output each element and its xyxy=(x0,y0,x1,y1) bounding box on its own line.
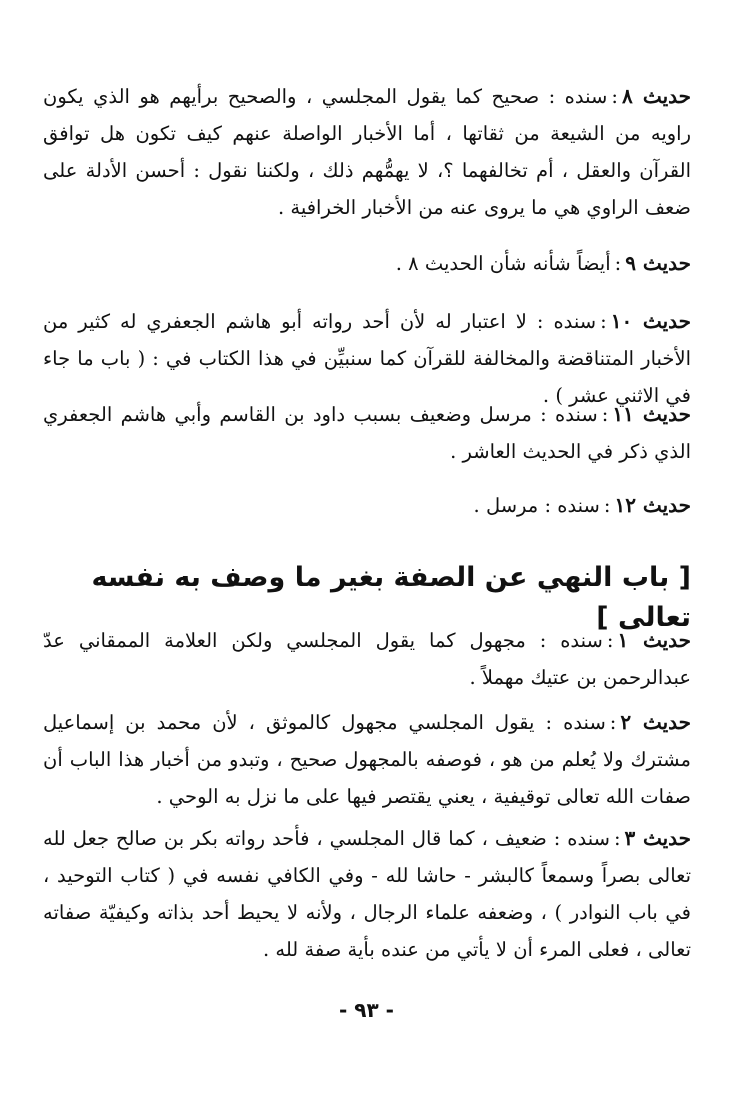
hadith-text: سنده : مجهول كما يقول المجلسي ولكن العلامة الممقاني عدّ عبدالرحمن بن عتيك مهملاً . xyxy=(43,629,691,689)
section-heading: [ باب النهي عن الصفة بغير ما وصف به نفسه تعالى ] xyxy=(91,562,691,633)
hadith-3: حديث ٣:سنده : ضعيف ، كما قال المجلسي ، فأحد رواته بكر بن صالح جعل لله تعالى بصراً وسمعاً كالبشر - حاشا لله - وفي الكافي نفسه في ( كتاب التوحيد ، في باب النوادر ) ، وضعفه علماء الرجال ، ولأنه لا يحيط أحد بذاته وكيفيّة صفاته تعالى ، فعلى المرء أن لا يأتي من عنده بأية صفة لله . xyxy=(43,826,692,961)
hadith-9: حديث ٩:أيضاً شأنه شأن الحديث ٨ . xyxy=(395,251,691,275)
hadith-2: حديث ٢:سنده : يقول المجلسي مجهول كالموثق ، لأن محمد بن إسماعيل مشترك ولا يُعلم من هو ، فوصفه بالمجهول صحيح ، وتبدو من أخبار هذا الباب أن صفات الله تعالى توقيفية ، يعني يقتصر فيها على ما نزل به الوحي . xyxy=(43,710,691,808)
hadith-text: أيضاً شأنه شأن الحديث ٨ . xyxy=(395,252,611,275)
hadith-text: سنده : لا اعتبار له لأن أحد رواته أبو هاشم الجعفري له كثير من الأخبار المتناقضة والمخالفة للقرآن كما سنبيِّن في هذا الكتاب في : ( باب ما جاء في الاثني عشر ) . xyxy=(43,310,691,407)
hadith-text: سنده : مرسل وضعيف بسبب داود بن القاسم وأبي هاشم الجعفري الذي ذكر في الحديث العاشر . xyxy=(43,403,691,463)
hadith-label: حديث ٣ xyxy=(624,826,692,850)
hadith-10: حديث ١٠:سنده : لا اعتبار له لأن أحد رواته أبو هاشم الجعفري له كثير من الأخبار المتناقضة والمخالفة للقرآن كما سنبيِّن في هذا الكتاب في : ( باب ما جاء في الاثني عشر ) . xyxy=(43,309,691,407)
hadith-label: حديث ١٢ xyxy=(614,493,691,517)
hadith-8: حديث ٨:سنده : صحيح كما يقول المجلسي ، والصحيح برأيهم هو الذي يكون راويه من الشيعة من ثقاتها ، أما الأخبار الواصلة عنهم كيف تكون هل توافق القرآن والعقل ، أم تخالفهما ؟، لا يهمُّهم ذلك ، ولكننا نقول : أحسن الأدلة على ضعف الراوي هي ما يروى عنه من الأخبار الخرافية . xyxy=(43,84,691,219)
hadith-label: حديث ٨ xyxy=(621,84,691,108)
hadith-label: حديث ١٠ xyxy=(610,309,691,333)
hadith-label: حديث ٢ xyxy=(620,710,691,734)
page-number: - ٩٣ - xyxy=(339,998,394,1022)
hadith-label: حديث ١ xyxy=(617,628,692,652)
hadith-label: حديث ٩ xyxy=(625,251,691,275)
hadith-1: حديث ١:سنده : مجهول كما يقول المجلسي ولكن العلامة الممقاني عدّ عبدالرحمن بن عتيك مهملاً . xyxy=(43,628,692,689)
hadith-label: حديث ١١ xyxy=(612,402,691,426)
hadith-12: حديث ١٢:سنده : مرسل . xyxy=(473,493,691,517)
hadith-11: حديث ١١:سنده : مرسل وضعيف بسبب داود بن القاسم وأبي هاشم الجعفري الذي ذكر في الحديث العاشر . xyxy=(43,402,691,463)
hadith-text: سنده : يقول المجلسي مجهول كالموثق ، لأن محمد بن إسماعيل مشترك ولا يُعلم من هو ، فوصفه بالمجهول صحيح ، وتبدو من أخبار هذا الباب أن صفات الله تعالى توقيفية ، يعني يقتصر فيها على ما نزل به الوحي . xyxy=(43,711,691,808)
hadith-text: سنده : صحيح كما يقول المجلسي ، والصحيح برأيهم هو الذي يكون راويه من الشيعة من ثقاتها ، أما الأخبار الواصلة عنهم كيف تكون هل توافق القرآن والعقل ، أم تخالفهما ؟، لا يهمُّهم ذلك ، ولكننا نقول : أحسن الأدلة على ضعف الراوي هي ما يروى عنه من الأخبار الخرافية . xyxy=(43,85,691,219)
hadith-text: سنده : مرسل . xyxy=(473,494,600,517)
hadith-text: سنده : ضعيف ، كما قال المجلسي ، فأحد رواته بكر بن صالح جعل لله تعالى بصراً وسمعاً كالبشر - حاشا لله - وفي الكافي نفسه في ( كتاب التوحيد ، في باب النوادر ) ، وضعفه علماء الرجال ، ولأنه لا يحيط أحد بذاته وكيفيّة صفاته تعالى ، فعلى المرء أن لا يأتي من عنده بأية صفة لله . xyxy=(43,827,691,961)
